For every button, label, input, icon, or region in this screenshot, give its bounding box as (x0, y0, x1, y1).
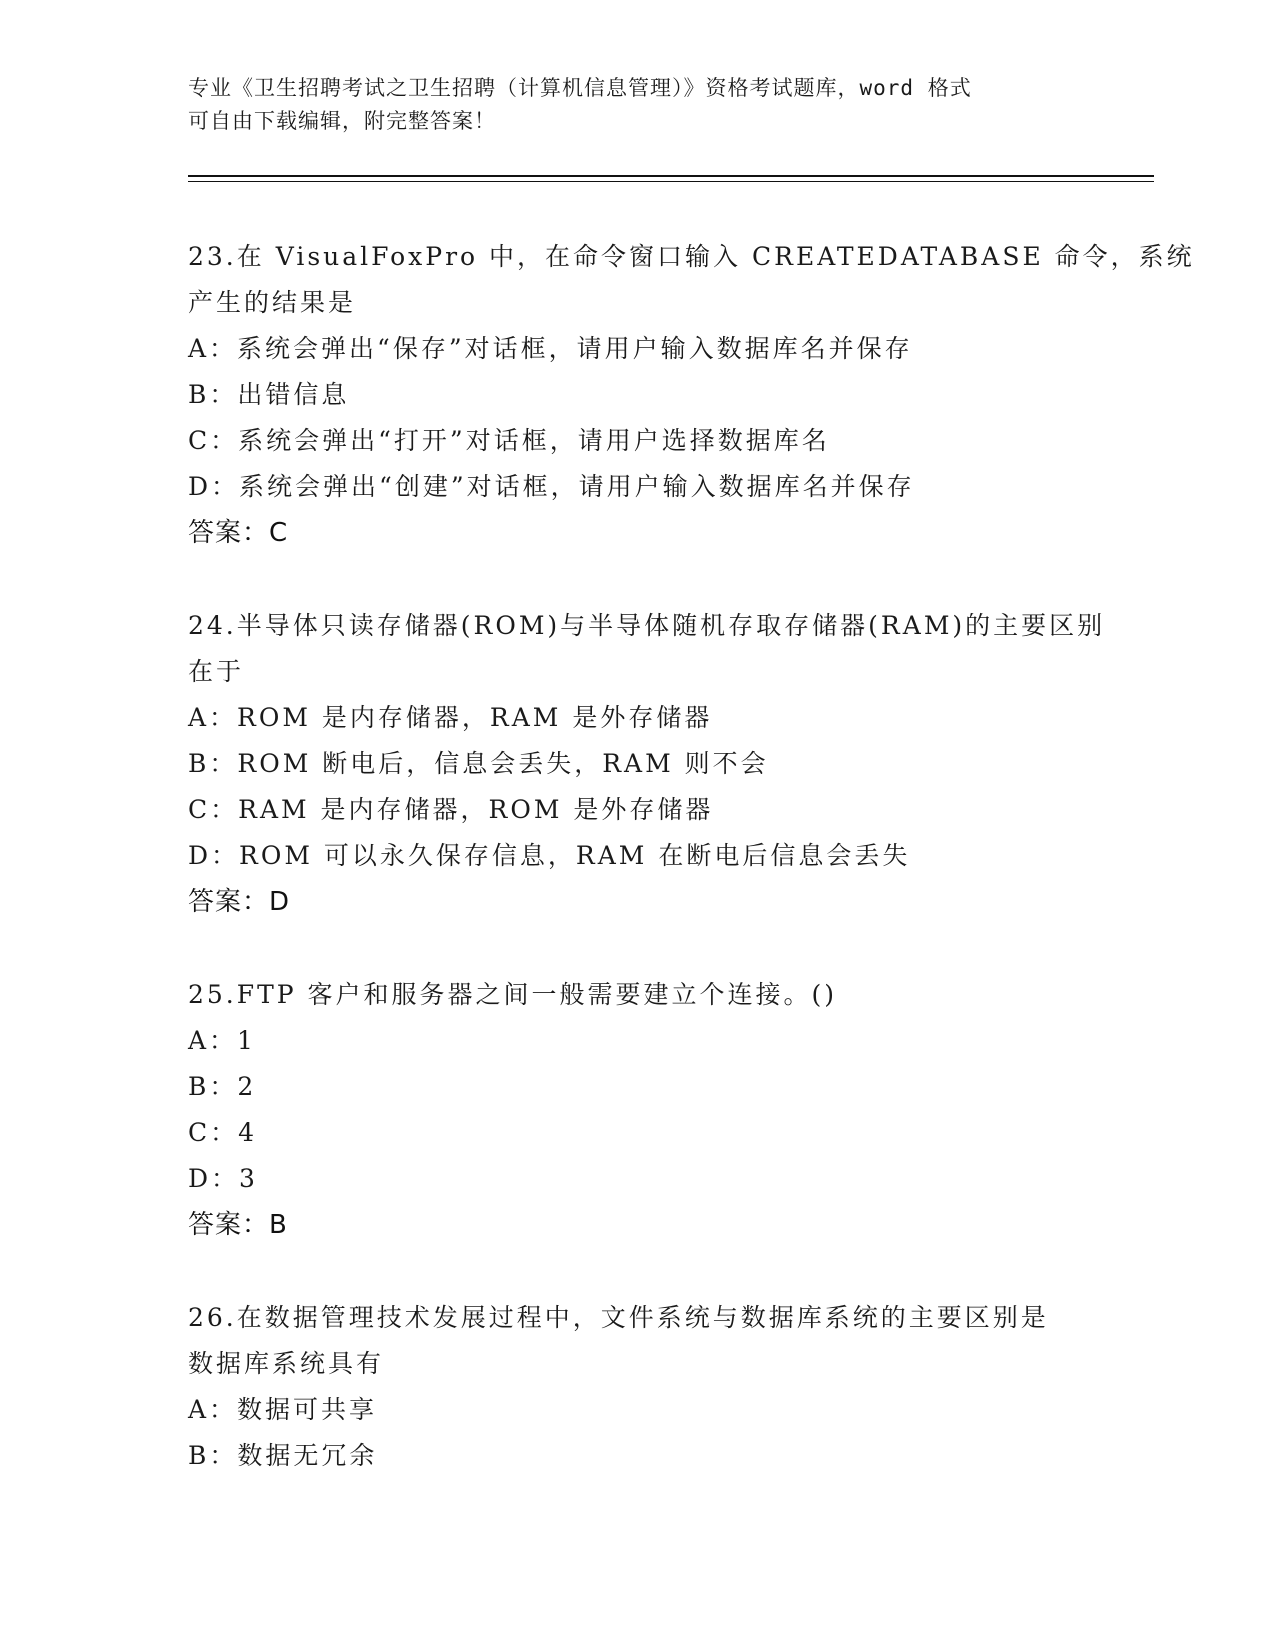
answer-option: B：ROM 断电后，信息会丢失，RAM 则不会 (188, 749, 769, 778)
question-stem-line: 数据库系统具有 (188, 1349, 385, 1378)
answer-option: A：1 (188, 1026, 256, 1055)
answer-option: B：出错信息 (188, 380, 350, 409)
answer-option: A：ROM 是内存储器，RAM 是外存储器 (188, 703, 713, 732)
question-stem-line: 23.在 VisualFoxPro 中，在命令窗口输入 CREATEDATABASE 命令，系统 (188, 242, 1195, 271)
question-stem-line: 26.在数据管理技术发展过程中，文件系统与数据库系统的主要区别是 (188, 1303, 1049, 1332)
question-stem-line: 产生的结果是 (188, 288, 357, 317)
answer-option: D：ROM 可以永久保存信息，RAM 在断电后信息会丢失 (188, 841, 911, 870)
question-block (188, 972, 1088, 1248)
answer-option: D：系统会弹出“创建”对话框，请用户输入数据库名并保存 (188, 472, 915, 501)
question-stem-line: 25.FTP 客户和服务器之间一般需要建立个连接。() (188, 980, 838, 1009)
answer-option: C：系统会弹出“打开”对话框，请用户选择数据库名 (188, 426, 830, 455)
answer-option: A：数据可共享 (188, 1395, 378, 1424)
answer-option: C：RAM 是内存储器，ROM 是外存储器 (188, 795, 714, 824)
answer-option: C：4 (188, 1118, 258, 1147)
question-stem-line: 24.半导体只读存储器(ROM)与半导体随机存取存储器(RAM)的主要区别 (188, 611, 1106, 640)
correct-answer: 答案：B (188, 1210, 288, 1240)
header-divider-thin (188, 181, 1154, 182)
document-header (188, 72, 1088, 138)
correct-answer: 答案：C (188, 518, 289, 548)
answer-option: B：2 (188, 1072, 257, 1101)
question-block (188, 1295, 1088, 1479)
answer-option: D：3 (188, 1164, 258, 1193)
question-list (188, 234, 1195, 1526)
header-line-1: 专业《卫生招聘考试之卫生招聘（计算机信息管理）》资格考试题库，word 格式 (188, 76, 972, 100)
question-block (188, 234, 1195, 556)
question-stem-line: 在于 (188, 657, 245, 686)
correct-answer: 答案：D (188, 887, 291, 917)
question-block (188, 603, 1106, 925)
header-divider-thick (188, 175, 1154, 177)
answer-option: B：数据无冗余 (188, 1441, 378, 1470)
header-line-2: 可自由下载编辑，附完整答案！ (188, 109, 496, 133)
answer-option: A：系统会弹出“保存”对话框，请用户输入数据库名并保存 (188, 334, 913, 363)
